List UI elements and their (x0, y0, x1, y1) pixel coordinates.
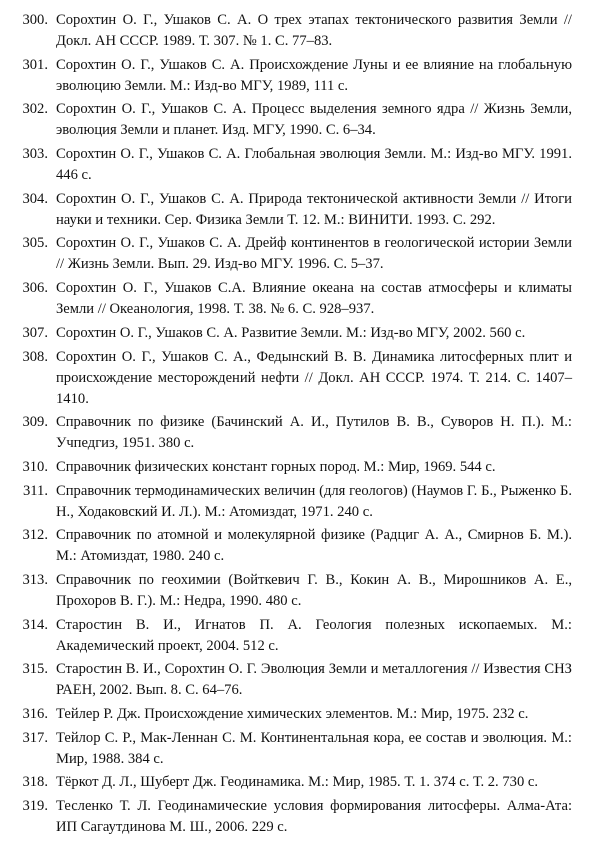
reference-entry (0, 728, 600, 770)
reference-text: Сорохтин О. Г., Ушаков С. А. Дрейф континентов в геологической истории Земли // Жизнь Земли. Вып. 29. Изд-во МГУ. 1996. С. 5–37. (56, 235, 572, 273)
reference-text: Тейлер Р. Дж. Происхождение химических элементов. М.: Мир, 1975. 232 с. (56, 706, 529, 722)
reference-text: Справочник по физике (Бачинский А. И., Путилов В. В., Суворов Н. П.). М.: Учпедгиз, 1951. 380 с. (56, 414, 572, 452)
reference-number: 304. (22, 190, 48, 207)
reference-entry (0, 233, 600, 275)
reference-entry (0, 323, 600, 344)
reference-entry (0, 525, 600, 567)
reference-text: Тёркот Д. Л., Шуберт Дж. Геодинамика. М.: Мир, 1985. Т. 1. 374 с. Т. 2. 730 с. (56, 774, 539, 791)
reference-number: 319. (22, 798, 48, 815)
reference-text: Сорохтин О. Г., Ушаков С. А. Развитие Земли. М.: Изд-во МГУ, 2002. 560 с. (56, 324, 526, 341)
reference-list (0, 10, 600, 841)
reference-number: 301. (22, 56, 48, 73)
reference-text: Справочник физических констант горных пород. М.: Мир, 1969. 544 с. (56, 458, 496, 475)
reference-entry (0, 144, 600, 186)
reference-number: 318. (22, 774, 48, 791)
reference-entry (0, 570, 600, 612)
reference-text: Сорохтин О. Г., Ушаков С. А. Глобальная эволюция Земли. М.: Изд-во МГУ. 1991. 446 с. (56, 146, 572, 184)
reference-number: 308. (22, 348, 48, 365)
reference-text: Сорохтин О. Г., Ушаков С. А. Природа тектонической активности Земли // Итоги науки и техники. Сер. Физика Земли Т. 12. М.: ВИНИТИ. 1993. С. 292. (56, 190, 572, 228)
reference-number: 305. (22, 235, 48, 252)
reference-text: Справочник термодинамических величин (для геологов) (Наумов Г. Б., Рыженко Б. Н., Ходаковский И. Л.). М.: Атомиздат, 1971. 240 с. (56, 482, 572, 520)
reference-entry (0, 457, 600, 478)
reference-number: 309. (22, 414, 48, 431)
reference-number: 314. (22, 616, 48, 633)
reference-text: Старостин В. И., Сорохтин О. Г. Эволюция Земли и металлогения // Известия СНЗ РАЕН, 2002. Вып. 8. С. 64–76. (56, 661, 572, 699)
reference-entry (0, 99, 600, 141)
reference-number: 303. (22, 146, 48, 163)
reference-entry (0, 55, 600, 97)
reference-entry (0, 412, 600, 454)
reference-text: Сорохтин О. Г., Ушаков С. А. О трех этапах тектонического развития Земли // Докл. АН СССР. 1989. Т. 307. № 1. С. 77–83. (56, 12, 572, 49)
reference-entry (0, 772, 600, 793)
reference-number: 310. (22, 458, 48, 475)
reference-text: Тейлор С. Р., Мак-Леннан С. М. Континентальная кора, ее состав и эволюция. М.: Мир, 1988. 384 с. (56, 729, 572, 767)
reference-entry (0, 189, 600, 231)
reference-number: 307. (22, 324, 48, 341)
reference-text: Тесленко Т. Л. Геодинамические условия формирования литосферы. Алма-Ата: ИП Сагаутдинова М. Ш., 2006. 229 с. (56, 798, 572, 836)
reference-text: Старостин В. И., Игнатов П. А. Геология полезных ископаемых. М.: Академический проект, 2004. 512 с. (56, 616, 572, 654)
reference-number: 315. (22, 661, 48, 678)
reference-number: 302. (22, 101, 48, 118)
reference-entry (0, 10, 600, 52)
reference-number: 313. (22, 571, 48, 588)
reference-entry (0, 704, 600, 725)
reference-entry (0, 615, 600, 657)
reference-text: Сорохтин О. Г., Ушаков С. А. Процесс выделения земного ядра // Жизнь Земли, эволюция Земли и планет. Изд. МГУ, 1990. С. 6–34. (56, 101, 572, 139)
reference-entry (0, 347, 600, 410)
reference-number: 300. (22, 12, 48, 28)
reference-number: 317. (22, 729, 48, 746)
reference-entry (0, 481, 600, 523)
reference-number: 311. (23, 482, 48, 499)
reference-text: Сорохтин О. Г., Ушаков С. А. Происхождение Луны и ее влияние на глобальную эволюцию Земли. М.: Изд-во МГУ, 1989, 111 с. (56, 56, 572, 94)
reference-number: 316. (22, 706, 48, 722)
reference-text: Справочник по атомной и молекулярной физике (Радциг А. А., Смирнов Б. М.). М.: Атомиздат, 1980. 240 с. (56, 527, 572, 565)
reference-number: 306. (22, 280, 48, 297)
reference-entry (0, 659, 600, 701)
reference-entry (0, 278, 600, 320)
reference-number: 312. (22, 527, 48, 544)
reference-text: Справочник по геохимии (Войткевич Г. В., Кокин А. В., Мирошников А. Е., Прохоров В. Г.). М.: Недра, 1990. 480 с. (56, 571, 572, 609)
reference-text: Сорохтин О. Г., Ушаков С. А., Федынский В. В. Динамика литосферных плит и происхождение месторождений нефти // Докл. АН СССР. 1974. Т. 214. С. 1407–1410. (56, 348, 572, 407)
reference-text: Сорохтин О. Г., Ушаков С.А. Влияние океана на состав атмосферы и климаты Земли // Океанология, 1998. Т. 38. № 6. С. 928–937. (56, 280, 572, 318)
reference-entry (0, 796, 600, 838)
